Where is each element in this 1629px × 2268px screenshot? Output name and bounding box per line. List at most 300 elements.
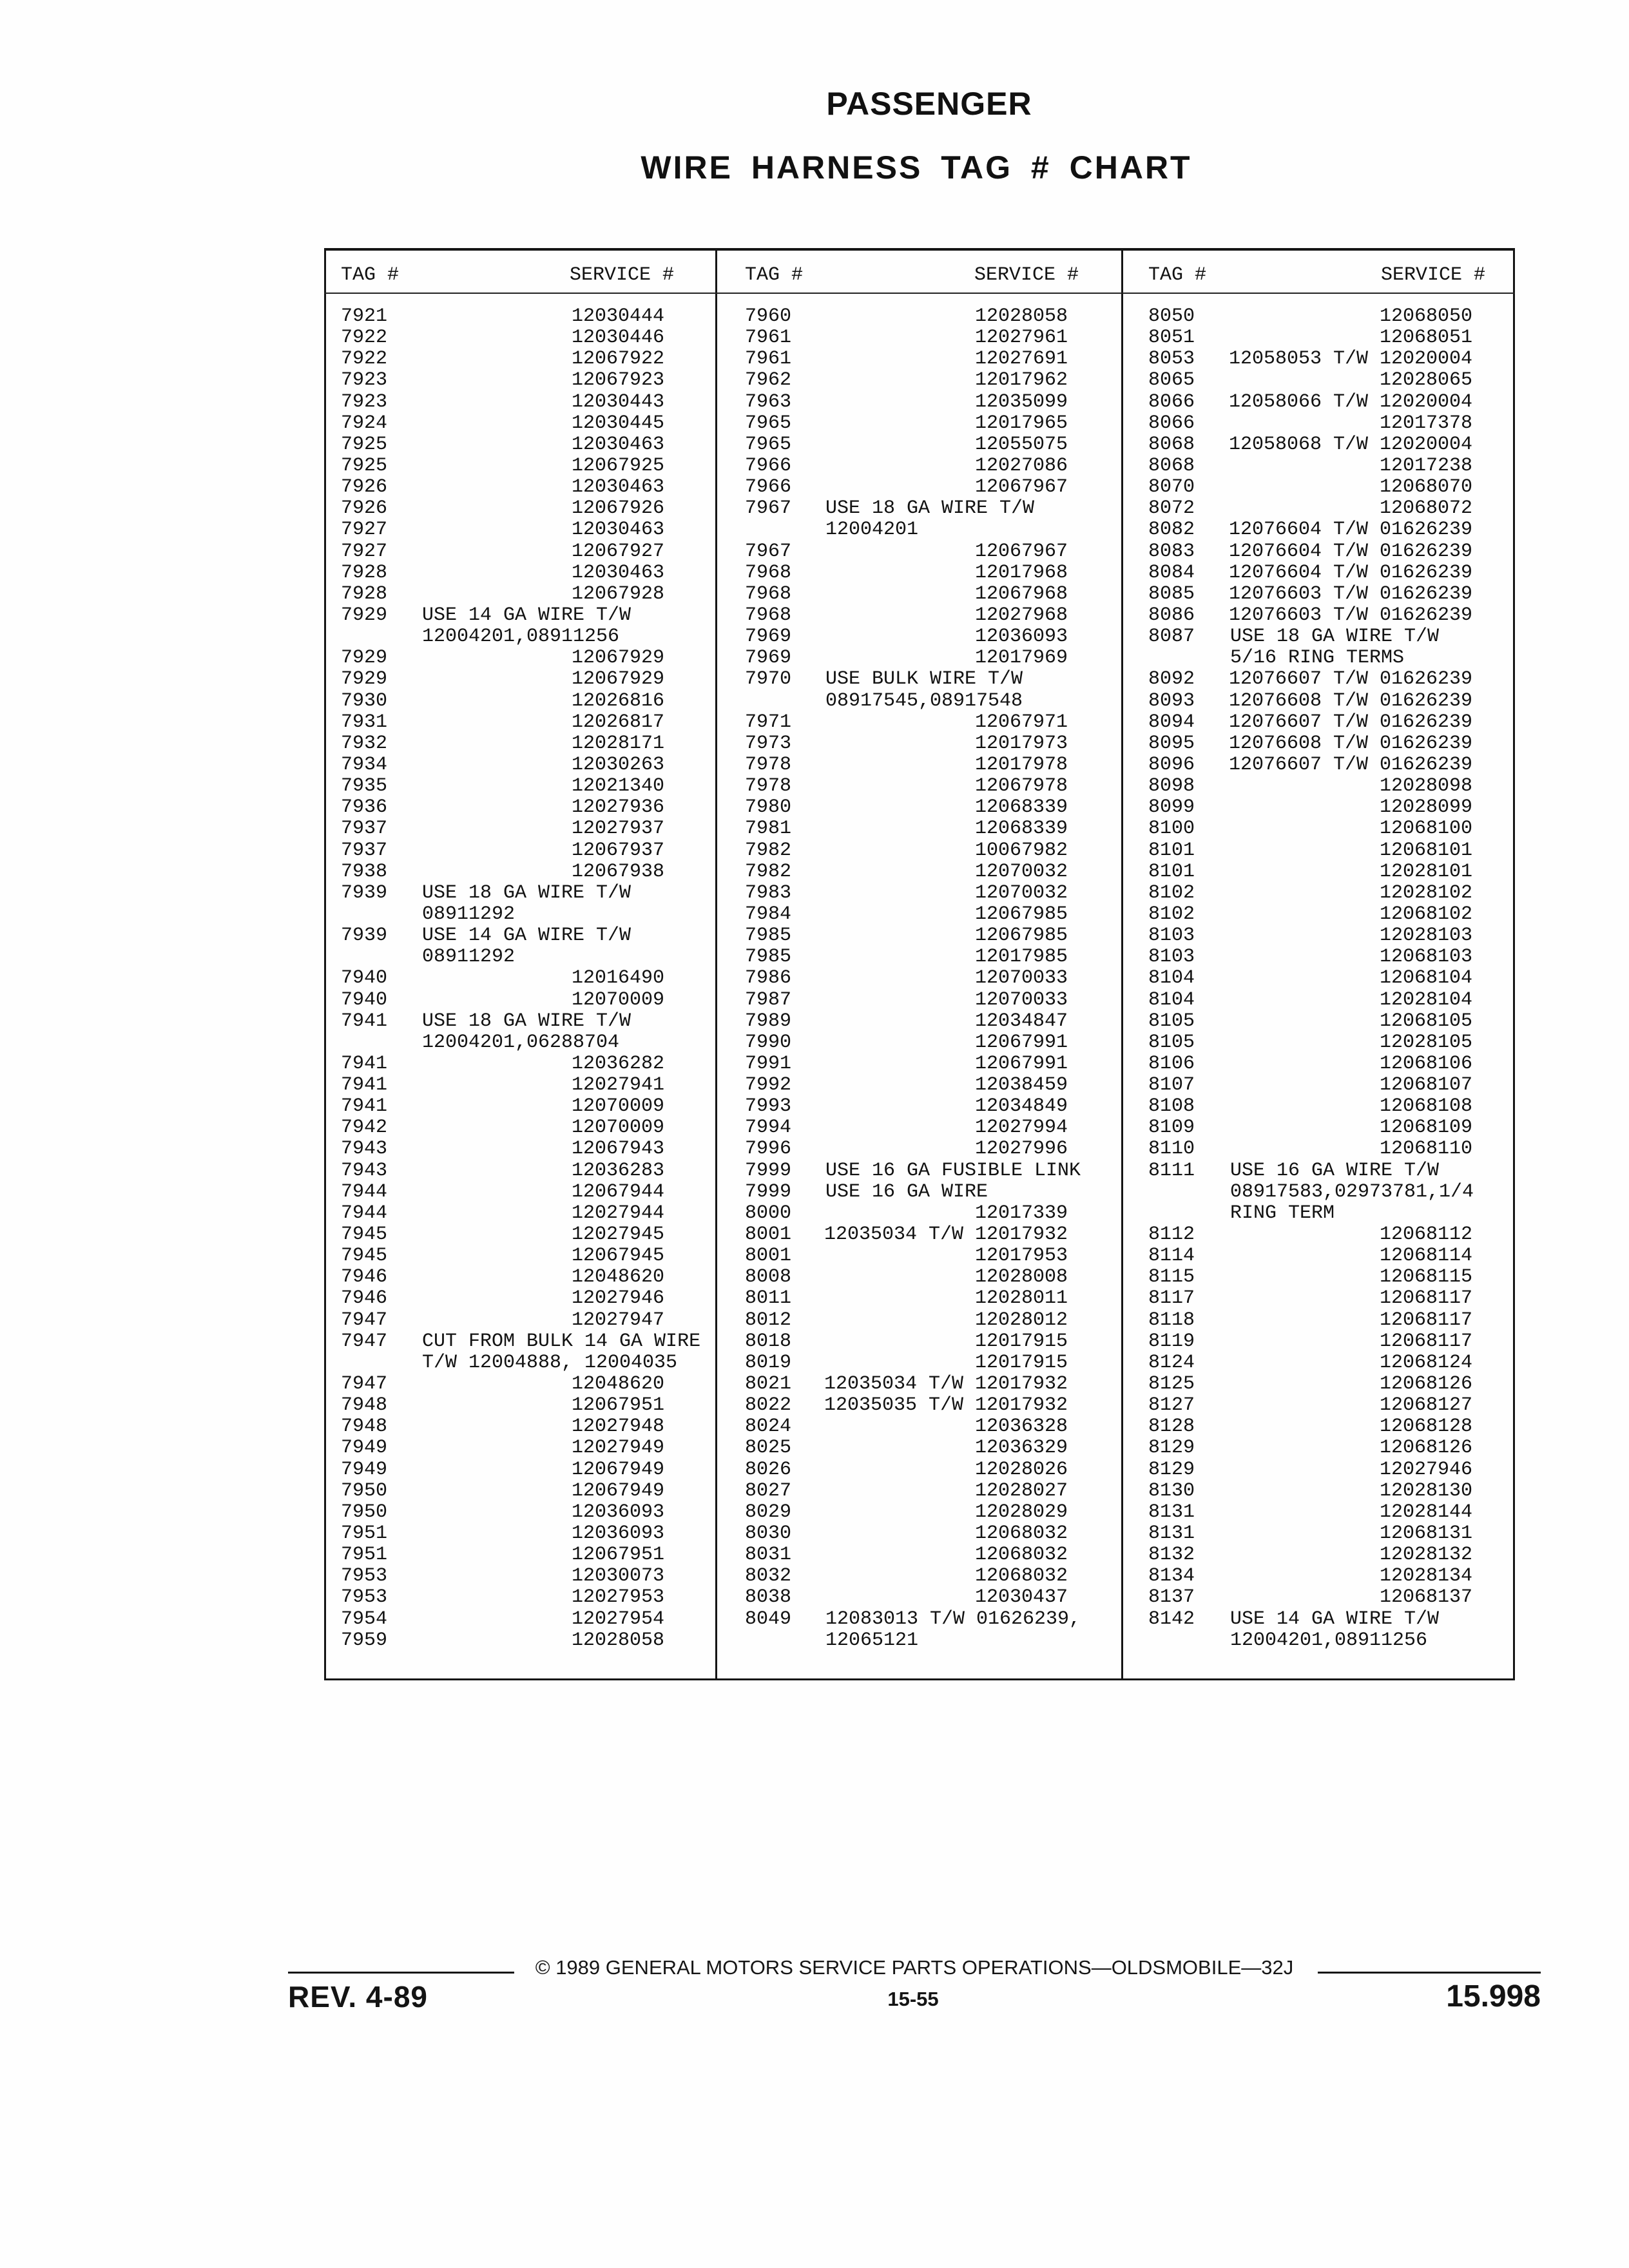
table-row <box>716 1310 1122 1331</box>
table-row <box>324 1011 716 1032</box>
tag-cell: 8125 <box>1148 1373 1195 1396</box>
table-row <box>324 1502 716 1523</box>
service-cell: 12067928 <box>571 582 664 605</box>
tag-cell: 7937 <box>341 839 388 861</box>
tag-cell: 8031 <box>745 1544 792 1566</box>
table-row <box>324 519 716 541</box>
table-row <box>716 519 1122 541</box>
service-cell: 12017339 <box>974 1202 1068 1224</box>
table-row <box>1122 1609 1515 1630</box>
tag-cell: 7968 <box>745 582 792 605</box>
tag-cell: 8129 <box>1148 1458 1195 1481</box>
table-row <box>324 1437 716 1459</box>
service-cell: 12030445 <box>571 412 664 434</box>
tag-cell: 8049 <box>745 1608 792 1630</box>
service-cell: 12067938 <box>571 860 664 883</box>
table-row <box>324 1224 716 1245</box>
tag-cell: 7973 <box>745 732 792 754</box>
tag-cell: 8030 <box>745 1523 792 1545</box>
note-cell: RING TERM <box>1230 1202 1335 1224</box>
table-row <box>1122 1288 1515 1309</box>
table-row <box>324 1075 716 1096</box>
service-cell: 12026816 <box>571 689 664 712</box>
tag-cell: 7960 <box>745 305 792 327</box>
table-column-2 <box>716 248 1122 1680</box>
tag-cell: 7993 <box>745 1095 792 1118</box>
note-cell: USE 16 GA WIRE <box>825 1180 988 1203</box>
service-cell: 12028104 <box>1379 988 1472 1011</box>
service-cell: 12068105 <box>1379 1010 1472 1032</box>
tag-cell: 8119 <box>1148 1330 1195 1352</box>
tag-cell: 8130 <box>1148 1479 1195 1502</box>
tag-cell: 7969 <box>745 647 792 669</box>
service-cell: 12017973 <box>974 732 1068 754</box>
tag-cell: 8127 <box>1148 1394 1195 1417</box>
tag-cell: 8053 <box>1148 348 1195 370</box>
service-cell: 12017915 <box>974 1330 1068 1352</box>
page-title: PASSENGER <box>826 86 1032 122</box>
service-cell: 12021340 <box>571 775 664 798</box>
tag-cell: 8128 <box>1148 1416 1195 1438</box>
tag-cell: 8142 <box>1148 1608 1195 1630</box>
tag-cell: 8104 <box>1148 967 1195 990</box>
table-row <box>1122 754 1515 776</box>
note-cell: USE 18 GA WIRE T/W <box>1230 626 1440 648</box>
table-row <box>1122 1117 1515 1139</box>
service-cell: 12038459 <box>974 1074 1068 1097</box>
table-row <box>716 1117 1122 1139</box>
table-row <box>1122 861 1515 883</box>
table-row <box>1122 1566 1515 1587</box>
service-cell: 12027945 <box>571 1224 664 1246</box>
page-subtitle: WIRE HARNESS TAG # CHART <box>641 149 1192 186</box>
table-row <box>716 1160 1122 1182</box>
service-cell: 12068070 <box>1379 476 1472 499</box>
table-row <box>324 413 716 434</box>
note-cell: 12065121 <box>825 1629 919 1651</box>
service-cell: 12067991 <box>974 1052 1068 1075</box>
table-row <box>324 605 716 626</box>
tag-cell: 7971 <box>745 711 792 733</box>
tag-cell: 7953 <box>341 1586 388 1609</box>
table-row <box>324 968 716 989</box>
table-row <box>1122 413 1515 434</box>
service-cell: 12067971 <box>974 711 1068 733</box>
tag-cell: 8000 <box>745 1202 792 1224</box>
service-cell: 12028132 <box>1379 1544 1472 1566</box>
table-row <box>1122 1011 1515 1032</box>
service-cell: 12048620 <box>571 1266 664 1289</box>
table-row <box>324 1203 716 1224</box>
tag-cell: 7953 <box>341 1565 388 1588</box>
table-row <box>716 669 1122 690</box>
tag-cell: 8051 <box>1148 327 1195 349</box>
note-cell: 08911292 <box>422 946 516 968</box>
table-row <box>324 925 716 947</box>
service-cell: 12036093 <box>974 626 1068 648</box>
service-cell: 12027949 <box>571 1437 664 1459</box>
tag-cell: 7948 <box>341 1416 388 1438</box>
service-cell: 12028058 <box>571 1629 664 1651</box>
table-row <box>716 733 1122 754</box>
table-row <box>716 1566 1122 1587</box>
service-cell: 12070033 <box>974 967 1068 990</box>
tag-cell: 7994 <box>745 1117 792 1139</box>
table-row <box>716 456 1122 477</box>
tag-cell: 8092 <box>1148 668 1195 691</box>
table-row <box>716 392 1122 413</box>
footer-rule-right <box>1318 1972 1541 1974</box>
service-cell: 12067929 <box>571 668 664 691</box>
table-row <box>324 733 716 754</box>
note-cell: 08911292 <box>422 903 516 925</box>
table-row <box>324 1117 716 1139</box>
service-cell: 12036282 <box>571 1052 664 1075</box>
table-row <box>716 1544 1122 1566</box>
service-cell: 12067923 <box>571 369 664 392</box>
service-cell: 12068050 <box>1379 305 1472 327</box>
table-row <box>1122 691 1515 712</box>
table-row <box>716 1267 1122 1288</box>
table-row <box>716 904 1122 925</box>
service-cell: 12028130 <box>1379 1479 1472 1502</box>
table-row <box>1122 434 1515 456</box>
service-cell: 12067991 <box>974 1031 1068 1053</box>
service-cell: 12067985 <box>974 925 1068 947</box>
tag-cell: 8029 <box>745 1501 792 1523</box>
table-row <box>1122 519 1515 541</box>
service-cell: 12028008 <box>974 1266 1068 1289</box>
tag-cell: 8001 <box>745 1224 792 1246</box>
tag-cell: 8082 <box>1148 519 1195 541</box>
service-cell: 12068101 <box>1379 839 1472 861</box>
table-row <box>324 434 716 456</box>
tag-cell: 8022 <box>745 1394 792 1417</box>
service-cell: 12067967 <box>974 540 1068 562</box>
tag-cell: 7970 <box>745 668 792 691</box>
tag-cell: 8096 <box>1148 753 1195 776</box>
table-row <box>716 1416 1122 1437</box>
tag-cell: 7935 <box>341 775 388 798</box>
note-cell: 08917583,02973781,1/4 <box>1230 1180 1474 1203</box>
service-cell: 12067968 <box>974 582 1068 605</box>
note-cell: USE 18 GA WIRE T/W <box>825 497 1035 520</box>
table-row <box>716 797 1122 818</box>
service-cell: 12067937 <box>571 839 664 861</box>
tag-cell: 7943 <box>341 1159 388 1182</box>
tag-cell: 8019 <box>745 1351 792 1374</box>
table-row <box>1122 818 1515 840</box>
table-row <box>716 1182 1122 1203</box>
service-cell: 12076604 T/W 01626239 <box>1228 561 1472 584</box>
table-row <box>1122 925 1515 947</box>
table-row <box>716 1481 1122 1502</box>
service-cell: 12030437 <box>974 1586 1068 1609</box>
tag-cell: 8070 <box>1148 476 1195 499</box>
service-cell: 12070032 <box>974 860 1068 883</box>
table-row <box>716 925 1122 947</box>
tag-cell: 7926 <box>341 497 388 520</box>
table-row <box>716 883 1122 904</box>
service-cell: 12027936 <box>571 796 664 819</box>
table-row <box>324 456 716 477</box>
table-row <box>324 712 716 733</box>
tag-cell: 7940 <box>341 967 388 990</box>
tag-cell: 8102 <box>1148 881 1195 904</box>
service-cell: 12076604 T/W 01626239 <box>1228 519 1472 541</box>
table-row <box>1122 1096 1515 1117</box>
tag-cell: 7937 <box>341 818 388 840</box>
table-row <box>716 541 1122 562</box>
column-header <box>716 265 1122 286</box>
tag-cell: 7949 <box>341 1458 388 1481</box>
table-row <box>1122 648 1515 669</box>
table-row <box>1122 1331 1515 1352</box>
table-row <box>324 1182 716 1203</box>
tag-cell: 7946 <box>341 1266 388 1289</box>
tag-cell: 8103 <box>1148 925 1195 947</box>
service-cell: 12028099 <box>1379 796 1472 819</box>
tag-cell: 8012 <box>745 1309 792 1331</box>
service-cell: 10067982 <box>974 839 1068 861</box>
table-row <box>716 626 1122 648</box>
tag-cell: 8114 <box>1148 1245 1195 1267</box>
revision-label: REV. 4-89 <box>288 1980 428 2013</box>
table-row <box>324 370 716 391</box>
service-cell: 12030446 <box>571 327 664 349</box>
tag-cell: 8068 <box>1148 454 1195 477</box>
table-row <box>324 584 716 605</box>
service-cell: 12068104 <box>1379 967 1472 990</box>
service-cell: 12028029 <box>974 1501 1068 1523</box>
table-row <box>716 1437 1122 1459</box>
service-cell: 12027954 <box>571 1608 664 1630</box>
tag-cell: 7925 <box>341 454 388 477</box>
tag-cell: 7992 <box>745 1074 792 1097</box>
table-row <box>1122 306 1515 327</box>
table-row <box>1122 1481 1515 1502</box>
tag-cell: 8101 <box>1148 860 1195 883</box>
table-row <box>324 498 716 519</box>
service-cell: 12028027 <box>974 1479 1068 1502</box>
table-row <box>1122 1459 1515 1481</box>
table-row <box>324 904 716 925</box>
service-cell: 12030444 <box>571 305 664 327</box>
service-cell: 12035034 T/W 12017932 <box>824 1224 1068 1246</box>
service-cell: 12028171 <box>571 732 664 754</box>
tag-cell: 8026 <box>745 1458 792 1481</box>
service-cell: 12027947 <box>571 1309 664 1331</box>
tag-cell: 7945 <box>341 1245 388 1267</box>
service-cell: 12068032 <box>974 1544 1068 1566</box>
tag-cell: 7968 <box>745 561 792 584</box>
table-row <box>324 1374 716 1395</box>
table-row <box>1122 456 1515 477</box>
table-row <box>716 1630 1122 1651</box>
table-row <box>1122 605 1515 626</box>
tag-cell: 8087 <box>1148 626 1195 648</box>
tag-cell: 7963 <box>745 390 792 413</box>
service-cell: 12068108 <box>1379 1095 1472 1118</box>
table-row <box>324 818 716 840</box>
tag-cell: 8093 <box>1148 689 1195 712</box>
service-cell: 12067951 <box>571 1544 664 1566</box>
tag-cell: 7921 <box>341 305 388 327</box>
service-cell: 12068339 <box>974 818 1068 840</box>
service-cell: 12058068 T/W 12020004 <box>1228 433 1472 456</box>
service-cell: 12067922 <box>571 348 664 370</box>
service-cell: 12068103 <box>1379 946 1472 968</box>
table-row <box>1122 392 1515 413</box>
table-row <box>716 1224 1122 1245</box>
service-cell: 12068109 <box>1379 1117 1472 1139</box>
service-cell: 12028012 <box>974 1309 1068 1331</box>
service-cell: 12067985 <box>974 903 1068 925</box>
service-cell: 12067926 <box>571 497 664 520</box>
table-row <box>1122 990 1515 1011</box>
tag-cell: 8083 <box>1148 540 1195 562</box>
tag-cell: 7947 <box>341 1309 388 1331</box>
table-row <box>1122 776 1515 797</box>
table-row <box>324 1053 716 1075</box>
tag-cell: 8107 <box>1148 1074 1195 1097</box>
tag-cell: 8095 <box>1148 732 1195 754</box>
table-row <box>716 327 1122 349</box>
service-cell: 12067929 <box>571 647 664 669</box>
service-cell: 12068032 <box>974 1523 1068 1545</box>
tag-cell: 7930 <box>341 689 388 712</box>
note-cell: 08917545,08917548 <box>825 689 1023 712</box>
table-row <box>716 691 1122 712</box>
tag-cell: 8011 <box>745 1287 792 1310</box>
table-row <box>1122 1374 1515 1395</box>
service-cell: 12027946 <box>571 1287 664 1310</box>
tag-cell: 8027 <box>745 1479 792 1502</box>
service-cell: 12028134 <box>1379 1565 1472 1588</box>
service-cell: 12068110 <box>1379 1138 1472 1160</box>
service-cell: 12076603 T/W 01626239 <box>1228 582 1472 605</box>
service-cell: 12068112 <box>1379 1224 1472 1246</box>
table-row <box>324 648 716 669</box>
tag-cell: 8098 <box>1148 775 1195 798</box>
service-cell: 12017953 <box>974 1245 1068 1267</box>
tag-cell: 7989 <box>745 1010 792 1032</box>
tag-cell: 8118 <box>1148 1309 1195 1331</box>
table-row <box>1122 1075 1515 1096</box>
table-row <box>324 477 716 498</box>
table-row <box>716 1032 1122 1053</box>
tag-cell: 7984 <box>745 903 792 925</box>
table-row <box>1122 349 1515 370</box>
table-row <box>324 691 716 712</box>
table-row <box>324 1630 716 1651</box>
tag-cell: 8102 <box>1148 903 1195 925</box>
tag-cell: 8134 <box>1148 1565 1195 1588</box>
service-cell: 12016490 <box>571 967 664 990</box>
tag-cell: 7961 <box>745 348 792 370</box>
service-cell: 12068115 <box>1379 1266 1472 1289</box>
tag-cell: 7966 <box>745 476 792 499</box>
note-cell: USE 14 GA WIRE T/W <box>422 604 631 626</box>
service-cell: 12068126 <box>1379 1437 1472 1459</box>
service-cell: 12068106 <box>1379 1052 1472 1075</box>
tag-cell: 7945 <box>341 1224 388 1246</box>
table-row <box>1122 797 1515 818</box>
tag-cell: 8072 <box>1148 497 1195 520</box>
service-cell: 12017978 <box>974 753 1068 776</box>
table-row <box>1122 1032 1515 1053</box>
tag-cell: 7965 <box>745 412 792 434</box>
table-row <box>716 1374 1122 1395</box>
service-cell: 12030073 <box>571 1565 664 1588</box>
table-column-1 <box>324 248 716 1680</box>
section-number: 15.998 <box>1446 1979 1541 2013</box>
tag-cell: 8025 <box>745 1437 792 1459</box>
table-row <box>1122 968 1515 989</box>
service-cell: 12068051 <box>1379 327 1472 349</box>
tag-cell: 8101 <box>1148 839 1195 861</box>
service-cell: 12027937 <box>571 818 664 840</box>
service-cell: 12017968 <box>974 561 1068 584</box>
service-cell: 12030463 <box>571 561 664 584</box>
tag-cell: 7985 <box>745 925 792 947</box>
tag-header: TAG # <box>1148 264 1207 286</box>
tag-cell: 7981 <box>745 818 792 840</box>
service-header: SERVICE # <box>569 264 674 286</box>
tag-cell: 8117 <box>1148 1287 1195 1310</box>
table-row <box>324 392 716 413</box>
tag-cell: 7931 <box>341 711 388 733</box>
table-row <box>716 712 1122 733</box>
table-row <box>324 754 716 776</box>
service-cell: 12068117 <box>1379 1309 1472 1331</box>
service-cell: 12068100 <box>1379 818 1472 840</box>
service-cell: 12027968 <box>974 604 1068 626</box>
tag-cell: 7983 <box>745 881 792 904</box>
service-cell: 12028103 <box>1379 925 1472 947</box>
table-row <box>1122 1630 1515 1651</box>
tag-cell: 7928 <box>341 582 388 605</box>
note-cell: USE 18 GA WIRE T/W <box>422 881 631 904</box>
tag-cell: 7941 <box>341 1074 388 1097</box>
service-cell: 12017238 <box>1379 454 1472 477</box>
table-row <box>716 1075 1122 1096</box>
service-cell: 12030463 <box>571 433 664 456</box>
service-cell: 12030463 <box>571 519 664 541</box>
service-cell: 12076607 T/W 01626239 <box>1228 711 1472 733</box>
note-cell: 5/16 RING TERMS <box>1230 647 1405 669</box>
tag-cell: 8137 <box>1148 1586 1195 1609</box>
table-row <box>1122 840 1515 861</box>
service-cell: 12028026 <box>974 1458 1068 1481</box>
service-cell: 12035034 T/W 12017932 <box>824 1373 1068 1396</box>
table-row <box>716 947 1122 968</box>
table-row <box>324 1587 716 1608</box>
service-cell: 12036093 <box>571 1501 664 1523</box>
tag-cell: 8104 <box>1148 988 1195 1011</box>
tag-cell: 7923 <box>341 369 388 392</box>
tag-cell: 8032 <box>745 1565 792 1588</box>
table-row <box>1122 584 1515 605</box>
tag-cell: 8086 <box>1148 604 1195 626</box>
tag-cell: 8112 <box>1148 1224 1195 1246</box>
table-row <box>1122 1182 1515 1203</box>
tag-cell: 8094 <box>1148 711 1195 733</box>
column-rows <box>1122 306 1515 1651</box>
table-row <box>716 968 1122 989</box>
tag-cell: 8105 <box>1148 1010 1195 1032</box>
table-row <box>324 1609 716 1630</box>
